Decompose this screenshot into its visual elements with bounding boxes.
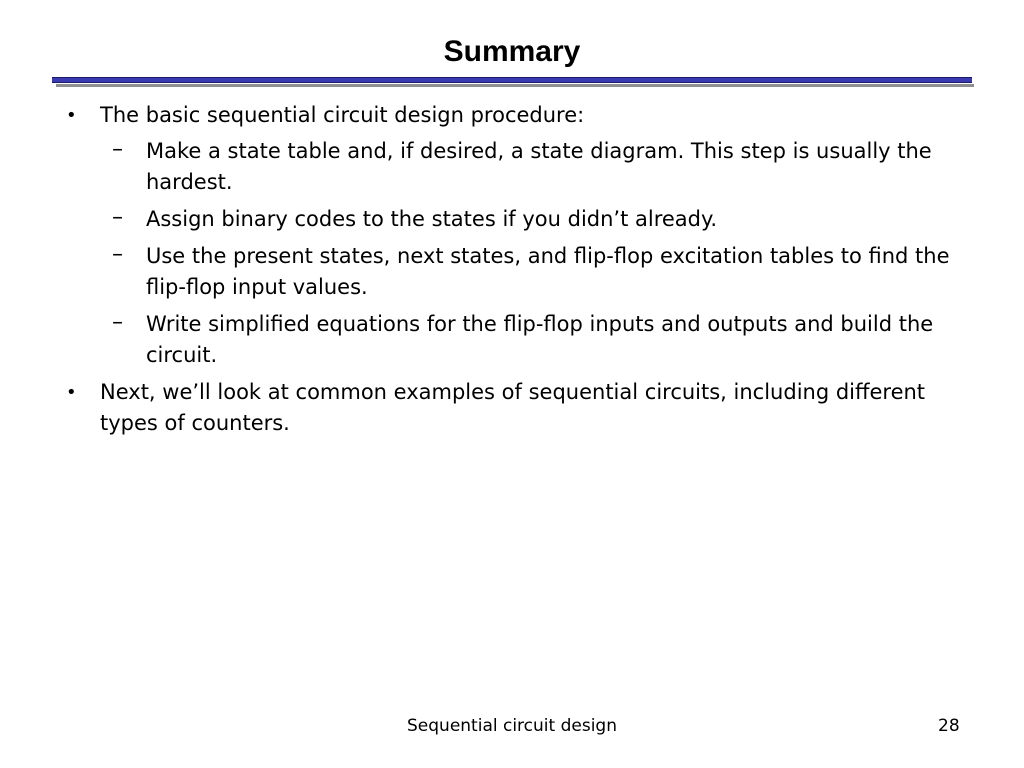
bullet-item bbox=[60, 100, 960, 131]
dash-marker: – bbox=[112, 310, 123, 335]
sub-bullet-item bbox=[60, 136, 960, 198]
title-underline-shadow bbox=[56, 84, 974, 87]
slide-title: Summary bbox=[443, 35, 581, 68]
page-number: 28 bbox=[938, 716, 960, 736]
bullet-marker: • bbox=[66, 382, 77, 403]
bullet-marker: • bbox=[66, 105, 77, 126]
dash-marker: – bbox=[112, 242, 123, 267]
bullet-item bbox=[60, 377, 960, 439]
sub-bullet-item bbox=[60, 309, 960, 371]
sub-bullet-text: Write simplified equations for the flip-flop inputs and outputs and build the circuit. bbox=[146, 312, 934, 367]
sub-bullet-item bbox=[60, 241, 960, 303]
sub-bullet-text: Make a state table and, if desired, a state diagram. This step is usually the hardest. bbox=[146, 139, 932, 194]
footer-title: Sequential circuit design bbox=[407, 716, 617, 736]
bullet-text: The basic sequential circuit design procedure: bbox=[100, 103, 585, 127]
dash-marker: – bbox=[112, 137, 123, 162]
sub-bullet-item bbox=[60, 204, 960, 235]
sub-bullet-text: Use the present states, next states, and flip-flop excitation tables to find the flip-flop input values. bbox=[146, 244, 950, 299]
title-underline-rule bbox=[52, 77, 972, 83]
dash-marker: – bbox=[112, 205, 123, 230]
sub-bullet-text: Assign binary codes to the states if you didn’t already. bbox=[146, 207, 718, 231]
bullet-text: Next, we’ll look at common examples of sequential circuits, including different types of counters. bbox=[100, 380, 926, 435]
slide-content bbox=[60, 100, 960, 444]
